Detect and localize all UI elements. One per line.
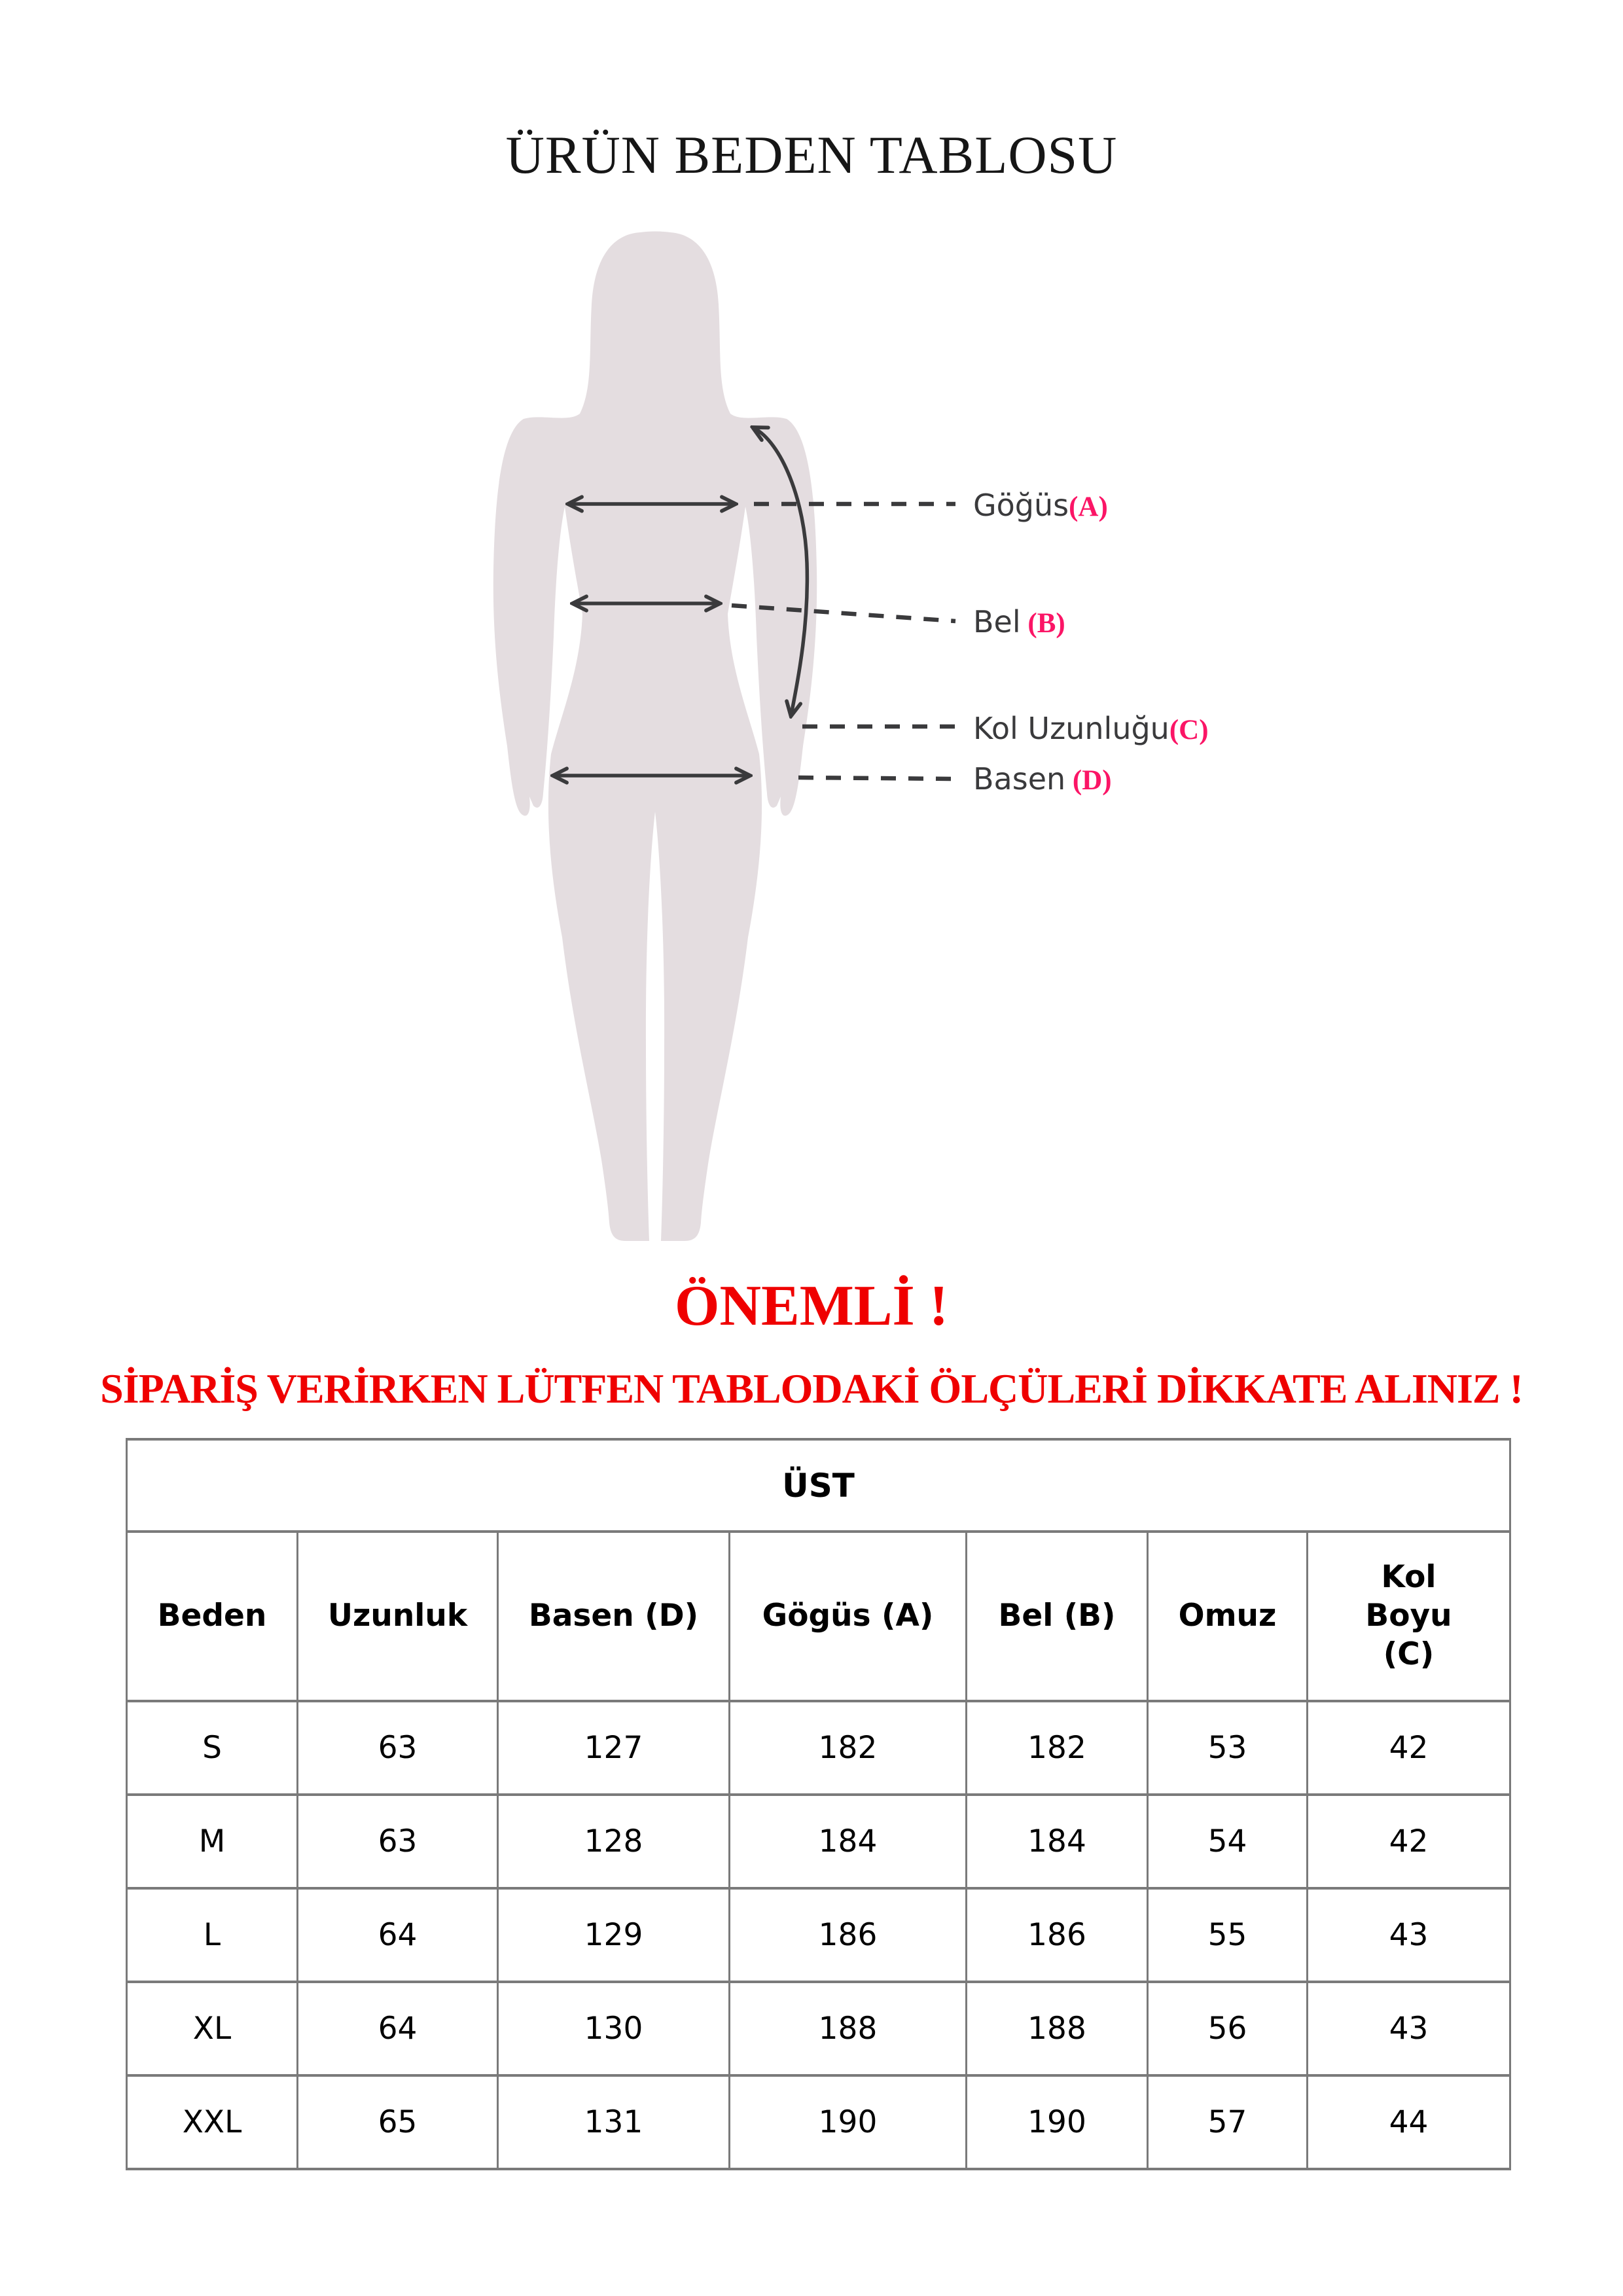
page-title: ÜRÜN BEDEN TABLOSU — [505, 125, 1118, 185]
cell-value: 127 — [498, 1701, 730, 1795]
cell-value: 53 — [1148, 1701, 1308, 1795]
col-header-kol-boyu — [1308, 1532, 1510, 1701]
col-header-bel: Bel (B) — [967, 1532, 1148, 1701]
label-hip-text: Basen — [973, 761, 1066, 797]
cell-value: 129 — [498, 1888, 730, 1982]
cell-value: 63 — [298, 1795, 498, 1888]
col-header-uzunluk: Uzunluk — [298, 1532, 498, 1701]
label-hip-letter: (D) — [1065, 765, 1112, 796]
cell-value: 186 — [730, 1888, 967, 1982]
col-header-beden: Beden — [127, 1532, 298, 1701]
col-header-gogus: Gögüs (A) — [730, 1532, 967, 1701]
cell-value: 44 — [1308, 2075, 1510, 2169]
label-sleeve-letter: (C) — [1169, 715, 1209, 745]
table-row-xxl — [127, 2075, 1510, 2169]
table-row-l — [127, 1888, 1510, 1982]
cell-size: M — [127, 1795, 298, 1888]
cell-size: XL — [127, 1982, 298, 2075]
table-row-m — [127, 1795, 1510, 1888]
cell-value: 64 — [298, 1982, 498, 2075]
label-chest-text: Göğüs — [973, 488, 1069, 523]
cell-value: 57 — [1148, 2075, 1308, 2169]
table-row-s — [127, 1701, 1510, 1795]
cell-size: XXL — [127, 2075, 298, 2169]
table-row-xl — [127, 1982, 1510, 2075]
cell-value: 184 — [967, 1795, 1148, 1888]
body-measure-diagram — [458, 223, 982, 1270]
col-header-basen: Basen (D) — [498, 1532, 730, 1701]
table-group-header: ÜST — [127, 1439, 1510, 1532]
cell-value: 54 — [1148, 1795, 1308, 1888]
label-sleeve-text: Kol Uzunluğu — [973, 711, 1169, 746]
cell-value: 186 — [967, 1888, 1148, 1982]
label-waist-letter: (B) — [1020, 608, 1065, 639]
cell-value: 42 — [1308, 1701, 1510, 1795]
cell-value: 63 — [298, 1701, 498, 1795]
cell-size: L — [127, 1888, 298, 1982]
label-chest — [973, 488, 1108, 523]
cell-size: S — [127, 1701, 298, 1795]
label-waist-text: Bel — [973, 604, 1021, 639]
cell-value: 42 — [1308, 1795, 1510, 1888]
cell-value: 43 — [1308, 1982, 1510, 2075]
cell-value: 43 — [1308, 1888, 1510, 1982]
order-warning-text: SİPARİŞ VERİRKEN LÜTFEN TABLODAKİ ÖLÇÜLERİ DİKKATE ALINIZ ! — [100, 1365, 1523, 1412]
cell-value: 130 — [498, 1982, 730, 2075]
cell-value: 188 — [967, 1982, 1148, 2075]
cell-value: 190 — [730, 2075, 967, 2169]
label-chest-letter: (A) — [1069, 492, 1108, 522]
label-sleeve — [973, 711, 1209, 746]
female-body-silhouette — [493, 232, 817, 1242]
cell-value: 190 — [967, 2075, 1148, 2169]
cell-value: 188 — [730, 1982, 967, 2075]
cell-value: 182 — [730, 1701, 967, 1795]
important-heading: ÖNEMLİ ! — [675, 1274, 948, 1338]
label-hip — [973, 761, 1112, 797]
hip-dash-line — [798, 778, 955, 779]
cell-value: 56 — [1148, 1982, 1308, 2075]
size-table — [126, 1438, 1511, 2170]
cell-value: 55 — [1148, 1888, 1308, 1982]
col-header-omuz: Omuz — [1148, 1532, 1308, 1701]
cell-value: 184 — [730, 1795, 967, 1888]
cell-value: 128 — [498, 1795, 730, 1888]
cell-value: 64 — [298, 1888, 498, 1982]
cell-value: 182 — [967, 1701, 1148, 1795]
cell-value: 65 — [298, 2075, 498, 2169]
cell-value: 131 — [498, 2075, 730, 2169]
col-header-kol-boyu-text: Kol Boyu (C) — [1365, 1559, 1452, 1672]
label-waist — [973, 604, 1065, 639]
table-group-header-row — [127, 1439, 1510, 1532]
table-header-row — [127, 1532, 1510, 1701]
